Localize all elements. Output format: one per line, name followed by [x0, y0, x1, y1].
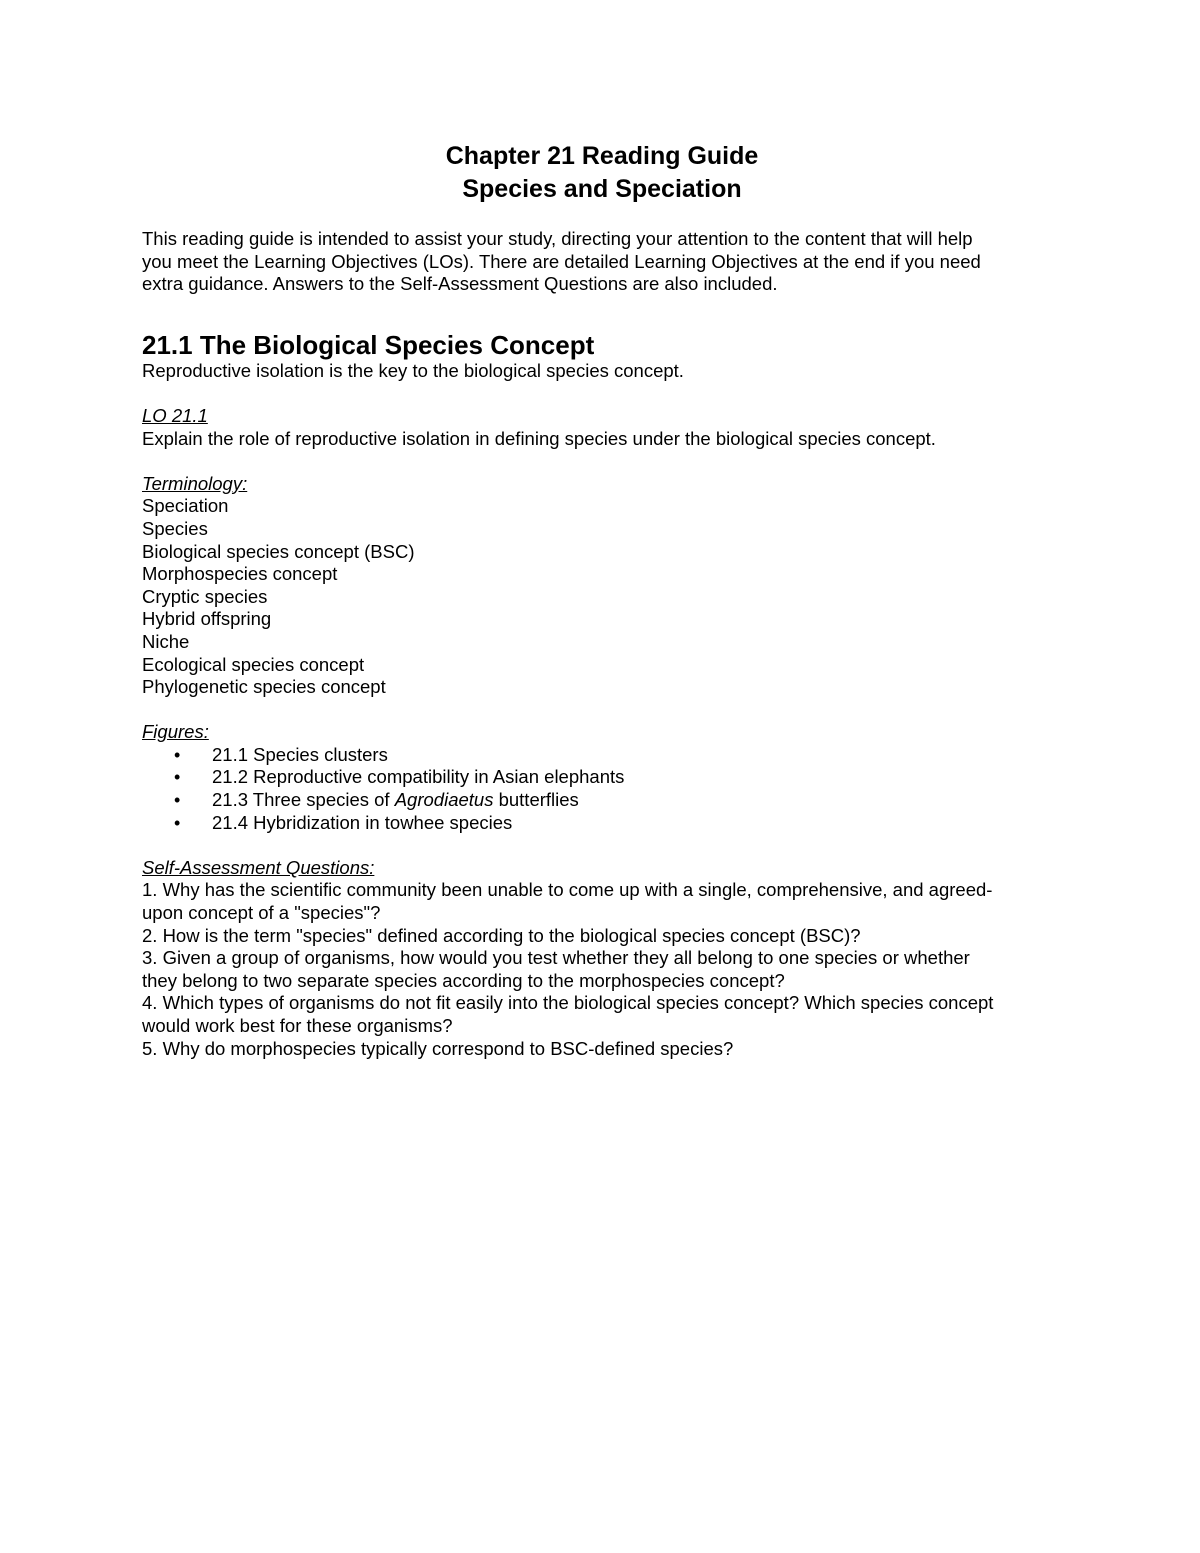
figure-text: 21.2 Reproductive compatibility in Asian elephants: [212, 766, 625, 788]
question-line: 5. Why do morphospecies typically correspond to BSC-defined species?: [142, 1037, 734, 1059]
term-item: Cryptic species: [142, 585, 268, 607]
lo-label: LO 21.1: [142, 404, 208, 426]
self-assessment-block: [142, 857, 1062, 1060]
figures-block: [142, 721, 1062, 834]
learning-objective: [142, 405, 1062, 450]
spacer: [142, 834, 1062, 857]
chapter-subtitle: Species and Speciation: [462, 175, 742, 203]
figure-text-post: butterflies: [493, 789, 579, 811]
question-line: 2. How is the term "species" defined according to the biological species concept (BSC)?: [142, 924, 861, 946]
intro-line: extra guidance. Answers to the Self-Assessment Questions are also included.: [142, 273, 778, 295]
chapter-title: Chapter 21 Reading Guide: [445, 142, 759, 170]
term-item: Phylogenetic species concept: [142, 676, 386, 698]
spacer: [142, 699, 1062, 722]
term-item: Niche: [142, 630, 190, 652]
question-line: 1. Why has the scientific community been unable to come up with a single, comprehensive, and agreed-: [142, 879, 993, 901]
question-line: 4. Which types of organisms do not fit easily into the biological species concept? Which species concept: [142, 992, 994, 1014]
figures-list: [142, 744, 1062, 834]
bullet-icon: •: [174, 744, 181, 765]
section-heading: 21.1 The Biological Species Concept: [142, 329, 595, 360]
term-item: Speciation: [142, 495, 229, 517]
figure-text: 21.1 Species clusters: [212, 743, 388, 765]
terminology-block: [142, 473, 1062, 699]
question-line: 3. Given a group of organisms, how would you test whether they all belong to one species or whether: [142, 947, 970, 969]
term-item: Hybrid offspring: [142, 608, 272, 630]
term-item: Morphospecies concept: [142, 563, 338, 585]
intro-paragraph: [142, 228, 1062, 296]
term-item: Species: [142, 517, 208, 539]
question-line: they belong to two separate species according to the morphospecies concept?: [142, 969, 785, 991]
intro-line: you meet the Learning Objectives (LOs). There are detailed Learning Objectives at the end if you need: [142, 250, 981, 272]
figure-item: [142, 812, 1062, 835]
intro-line: This reading guide is intended to assist your study, directing your attention to the content that will help: [142, 228, 973, 249]
bullet-icon: •: [174, 790, 181, 811]
bullet-icon: •: [174, 812, 181, 833]
figure-item: [142, 766, 1062, 789]
spacer: [142, 450, 1062, 473]
document-header: [142, 140, 1062, 206]
figure-text: 21.4 Hybridization in towhee species: [212, 811, 513, 833]
terminology-label: Terminology:: [142, 472, 248, 494]
figures-label: Figures:: [142, 721, 209, 743]
term-item: Biological species concept (BSC): [142, 540, 415, 562]
questions-label: Self-Assessment Questions:: [142, 856, 375, 878]
bullet-icon: •: [174, 767, 181, 788]
question-line: upon concept of a "species"?: [142, 902, 381, 924]
question-line: would work best for these organisms?: [142, 1015, 453, 1036]
lo-text: Explain the role of reproductive isolation in defining species under the biological species concept.: [142, 427, 936, 449]
figure-text-italic: Agrodiaetus: [394, 789, 494, 811]
figure-item: [142, 744, 1062, 767]
page-content: [142, 140, 1062, 1060]
term-item: Ecological species concept: [142, 653, 365, 675]
spacer: [142, 382, 1062, 405]
figure-text-pre: 21.3 Three species of: [212, 789, 395, 811]
figure-item: [142, 789, 1062, 812]
section-subtitle: Reproductive isolation is the key to the biological species concept.: [142, 359, 684, 381]
